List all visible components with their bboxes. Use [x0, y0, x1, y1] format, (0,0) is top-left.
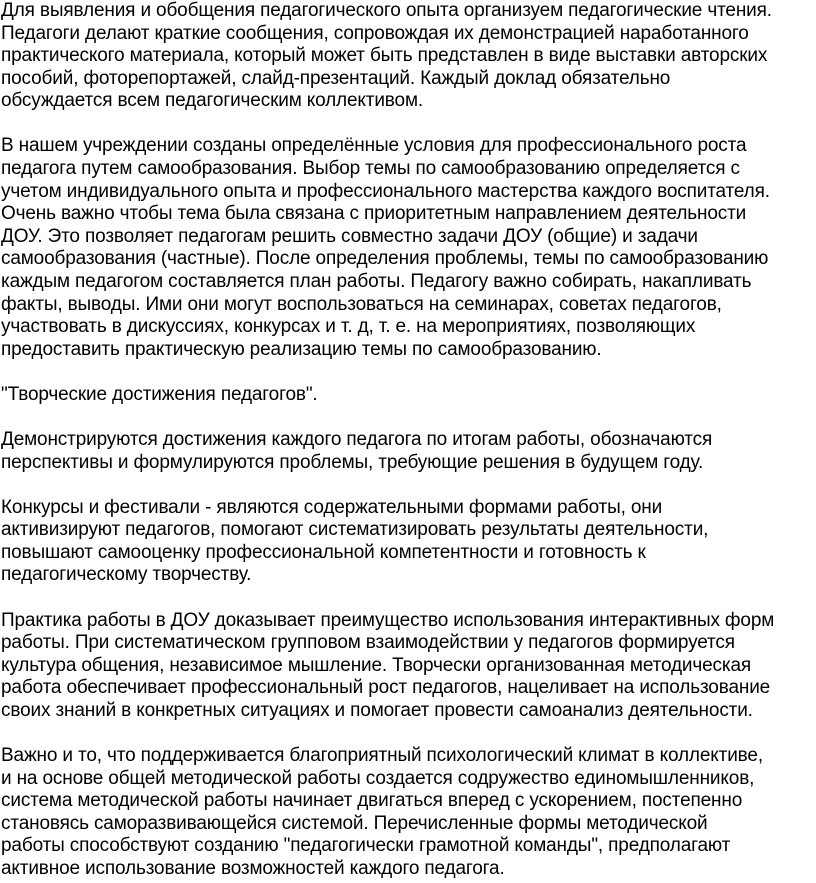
paragraph-achievements-demonstration: Демонстрируются достижения каждого педагога по итогам работы, обозначаются перспективы и формулируются проблемы, требующие решения в будущем году.: [1, 429, 713, 473]
paragraph-self-education: В нашем учреждении созданы определённые условия для профессионального роста педагога путем самообразования. Выбор темы по самообразованию определяется с учетом индивидуального опыта и профессионального мастерства каждого воспитателя. Очень важно чтобы тема была связана с приоритетным направлением деятельности ДОУ. Это позволяет педагогам решить совместно задачи ДОУ (общие) и задачи самообразования (частные). После определения проблемы, темы по самообразованию каждым педагогом составляется план работы. Педагогу важно собирать, накапливать факты, выводы. Ими они могут воспользоваться на семинарах, советах педагогов, участвовать в дискуссиях, конкурсах и т. д, т. е. на мероприятиях, позволяющих предоставить практическую реализацию темы по самообразованию.: [1, 135, 770, 360]
paragraph-psychological-climate: Важно и то, что поддерживается благоприятный психологический климат в коллективе, и на основе общей методической работы создается содружество единомышленников, система методической работы начинает двигаться вперед с ускорением, постепенно становясь саморазвивающейся системой. Перечисленные формы методической работы способствуют созданию "педагогически грамотной команды", предполагают активное использование возможностей каждого педагога.: [1, 745, 763, 879]
paragraph-creative-achievements-heading: "Творческие достижения педагогов".: [1, 383, 318, 405]
paragraph-contests-festivals: Конкурсы и фестивали - являются содержательными формами работы, они активизируют педагогов, помогают систематизировать результаты деятельности, повышают самооценку профессиональной компетентности и готовность к педагогическому творчеству.: [1, 496, 709, 586]
paragraph-interactive-forms: Практика работы в ДОУ доказывает преимущество использования интерактивных форм работы. При систематическом групповом взаимодействии у педагогов формируется культура общения, независимое мышление. Творчески организованная методическая работа обеспечивает профессиональный рост педагогов, нацеливает на использование своих знаний в конкретных ситуациях и помогает провести самоанализ деятельности.: [1, 609, 775, 721]
paragraph-pedagogical-readings: Для выявления и обобщения педагогического опыта организуем педагогические чтения. Педагоги делают краткие сообщения, сопровождая их демонстрацией наработанного практического материала, который может быть представлен в виде выставки авторских пособий, фоторепортажей, слайд-презентаций. Каждый доклад обязательно обсуждается всем педагогическим коллективом.: [1, 0, 772, 112]
